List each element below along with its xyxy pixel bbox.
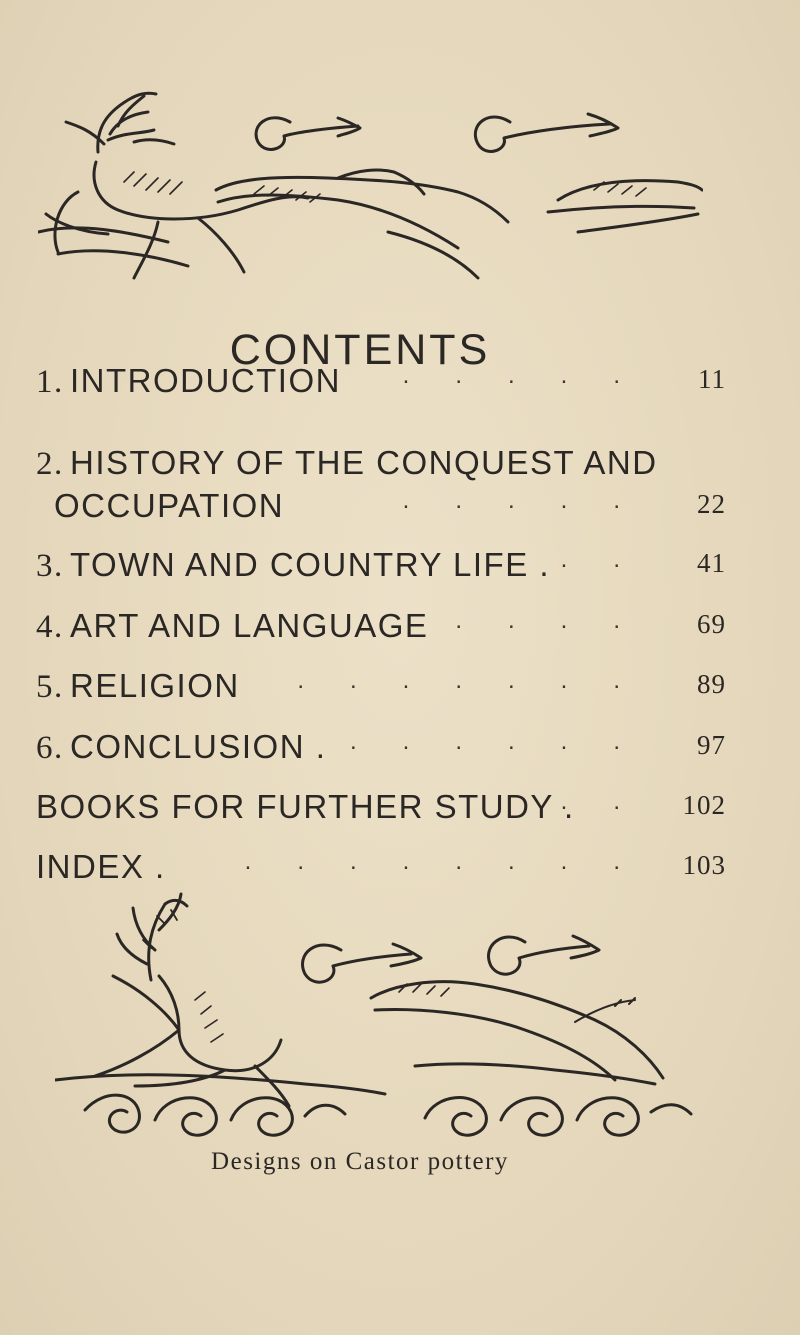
dot-leader: .. xyxy=(560,788,666,815)
toc-entry-page: 41 xyxy=(697,548,726,578)
dot-leader: ...... xyxy=(349,728,666,755)
toc-entry-number: 4. xyxy=(36,609,64,645)
toc-entry-title: RELIGION xyxy=(70,667,240,704)
toc-entry-introduction xyxy=(36,362,726,404)
dot-leader: .... xyxy=(455,607,666,634)
dot-leader: ........ xyxy=(244,848,666,875)
toc-entry-art-language xyxy=(36,607,726,649)
toc-entry-title: TOWN AND COUNTRY LIFE . xyxy=(70,546,551,583)
toc-entry-page: 97 xyxy=(697,730,726,760)
toc-entry-number: 2. xyxy=(36,446,64,482)
toc-entry-number: 5. xyxy=(36,669,64,705)
toc-entry-conclusion xyxy=(36,728,726,770)
toc-entry-title: INTRODUCTION xyxy=(70,362,341,399)
toc-entry-title: HISTORY OF THE CONQUEST AND xyxy=(70,444,658,481)
dot-leader: ..... xyxy=(402,487,666,514)
toc-entry-title: BOOKS FOR FURTHER STUDY . xyxy=(36,788,575,825)
toc-entry-page: 11 xyxy=(698,364,726,394)
toc-entry-title: CONCLUSION . xyxy=(70,728,327,765)
toc-entry-page: 89 xyxy=(697,669,726,699)
castor-pottery-frieze-bottom xyxy=(55,880,705,1145)
toc-entry-page: 69 xyxy=(697,609,726,639)
toc-entry-history-continued xyxy=(54,487,726,529)
castor-pottery-frieze-top xyxy=(38,82,703,292)
toc-entry-religion xyxy=(36,667,726,709)
toc-entry-page: 103 xyxy=(682,850,726,880)
toc-entry-number: 3. xyxy=(36,548,64,584)
toc-entry-books-further-study xyxy=(36,788,726,830)
toc-entry-town-country xyxy=(36,546,726,588)
dot-leader: ....... xyxy=(297,667,666,694)
toc-entry-history xyxy=(36,444,726,486)
dot-leader: ..... xyxy=(402,362,666,389)
illustration-caption: Designs on Castor pottery xyxy=(211,1148,509,1175)
toc-entry-title: OCCUPATION xyxy=(54,487,285,524)
toc-entry-number: 1. xyxy=(36,364,64,400)
toc-entry-title: ART AND LANGUAGE xyxy=(70,607,429,644)
toc-entry-page: 22 xyxy=(697,489,726,519)
toc-entry-title: INDEX . xyxy=(36,848,166,885)
toc-entry-page: 102 xyxy=(682,790,726,820)
dot-leader: .. xyxy=(560,546,666,573)
page-title: CONTENTS xyxy=(229,326,491,374)
toc-entry-number: 6. xyxy=(36,730,64,766)
